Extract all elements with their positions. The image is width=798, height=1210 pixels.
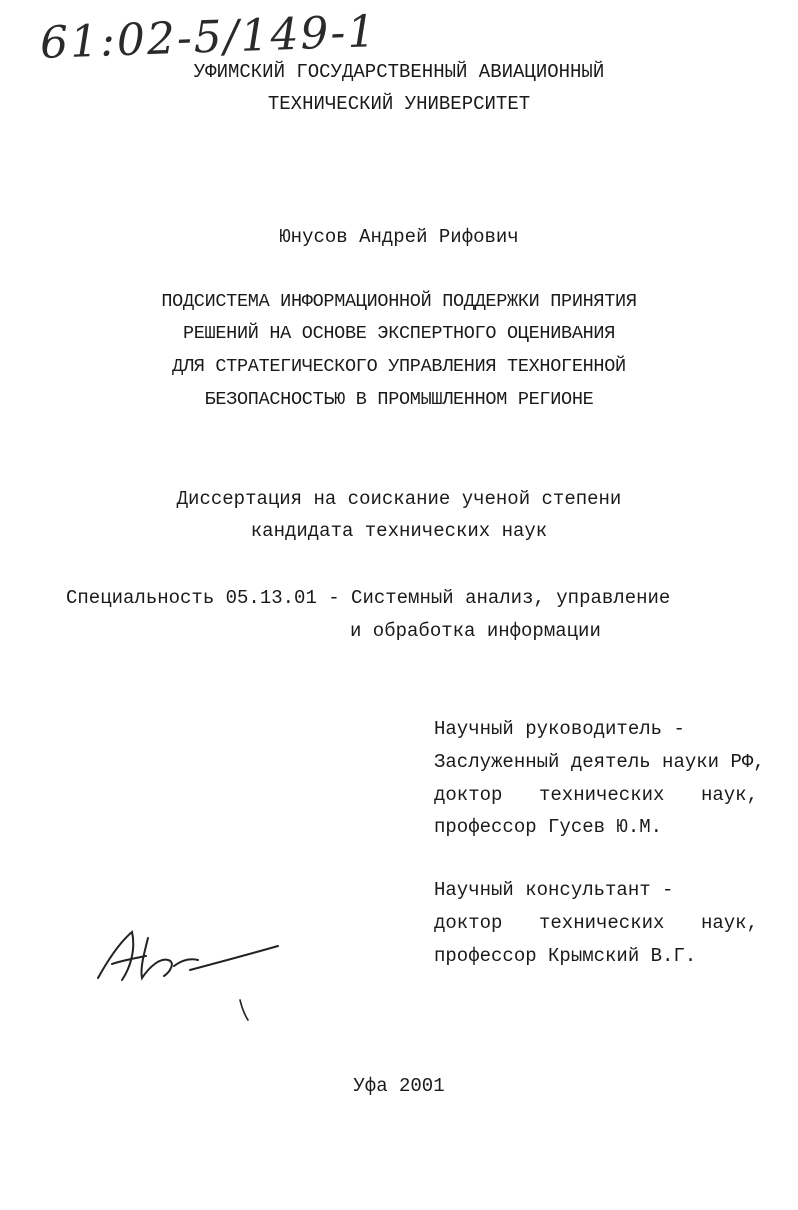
consultant-degree-word-3: наук, <box>700 912 758 934</box>
supervisor-degree-word-3: наук, <box>700 784 758 806</box>
specialty-line-2: и обработка информации <box>350 620 601 642</box>
supervisor-degree-word-1: доктор <box>434 784 503 806</box>
degree-line-2: кандидата технических наук <box>250 520 548 542</box>
author-name: Юнусов Андрей Рифович <box>279 226 519 248</box>
specialty-line-1: Специальность 05.13.01 - Системный анализ, управление <box>66 587 671 609</box>
consultant-role: Научный консультант - <box>434 879 674 901</box>
consultant-name: профессор Крымский В.Г. <box>434 945 697 967</box>
consultant-degree-word-2: технических <box>538 912 665 934</box>
author-signature <box>90 920 290 990</box>
supervisor-role: Научный руководитель - <box>434 718 685 740</box>
title-line-2: РЕШЕНИЙ НА ОСНОВЕ ЭКСПЕРТНОГО ОЦЕНИВАНИЯ <box>182 323 616 344</box>
degree-line-1: Диссертация на соискание ученой степени <box>176 488 622 510</box>
consultant-degree-word-1: доктор <box>434 912 503 934</box>
consultant-degree <box>434 911 758 935</box>
university-name-line2: ТЕХНИЧЕСКИЙ УНИВЕРСИТЕТ <box>267 93 531 115</box>
handwritten-library-code: 61:02-5/149-1 <box>39 6 379 69</box>
supervisor-honor: Заслуженный деятель науки РФ, <box>434 751 765 773</box>
title-line-4: БЕЗОПАСНОСТЬЮ В ПРОМЫШЛЕННОМ РЕГИОНЕ <box>204 389 594 410</box>
stray-mark <box>238 998 250 1022</box>
supervisor-degree <box>434 783 758 807</box>
university-name-line1: УФИМСКИЙ ГОСУДАРСТВЕННЫЙ АВИАЦИОННЫЙ <box>193 61 605 83</box>
title-line-1: ПОДСИСТЕМА ИНФОРМАЦИОННОЙ ПОДДЕРЖКИ ПРИНЯТИЯ <box>161 291 637 312</box>
supervisor-degree-word-2: технических <box>538 784 665 806</box>
city-year: Уфа 2001 <box>353 1075 445 1097</box>
title-line-3: ДЛЯ СТРАТЕГИЧЕСКОГО УПРАВЛЕНИЯ ТЕХНОГЕННОЙ <box>172 356 626 377</box>
supervisor-name: профессор Гусев Ю.М. <box>434 816 663 838</box>
